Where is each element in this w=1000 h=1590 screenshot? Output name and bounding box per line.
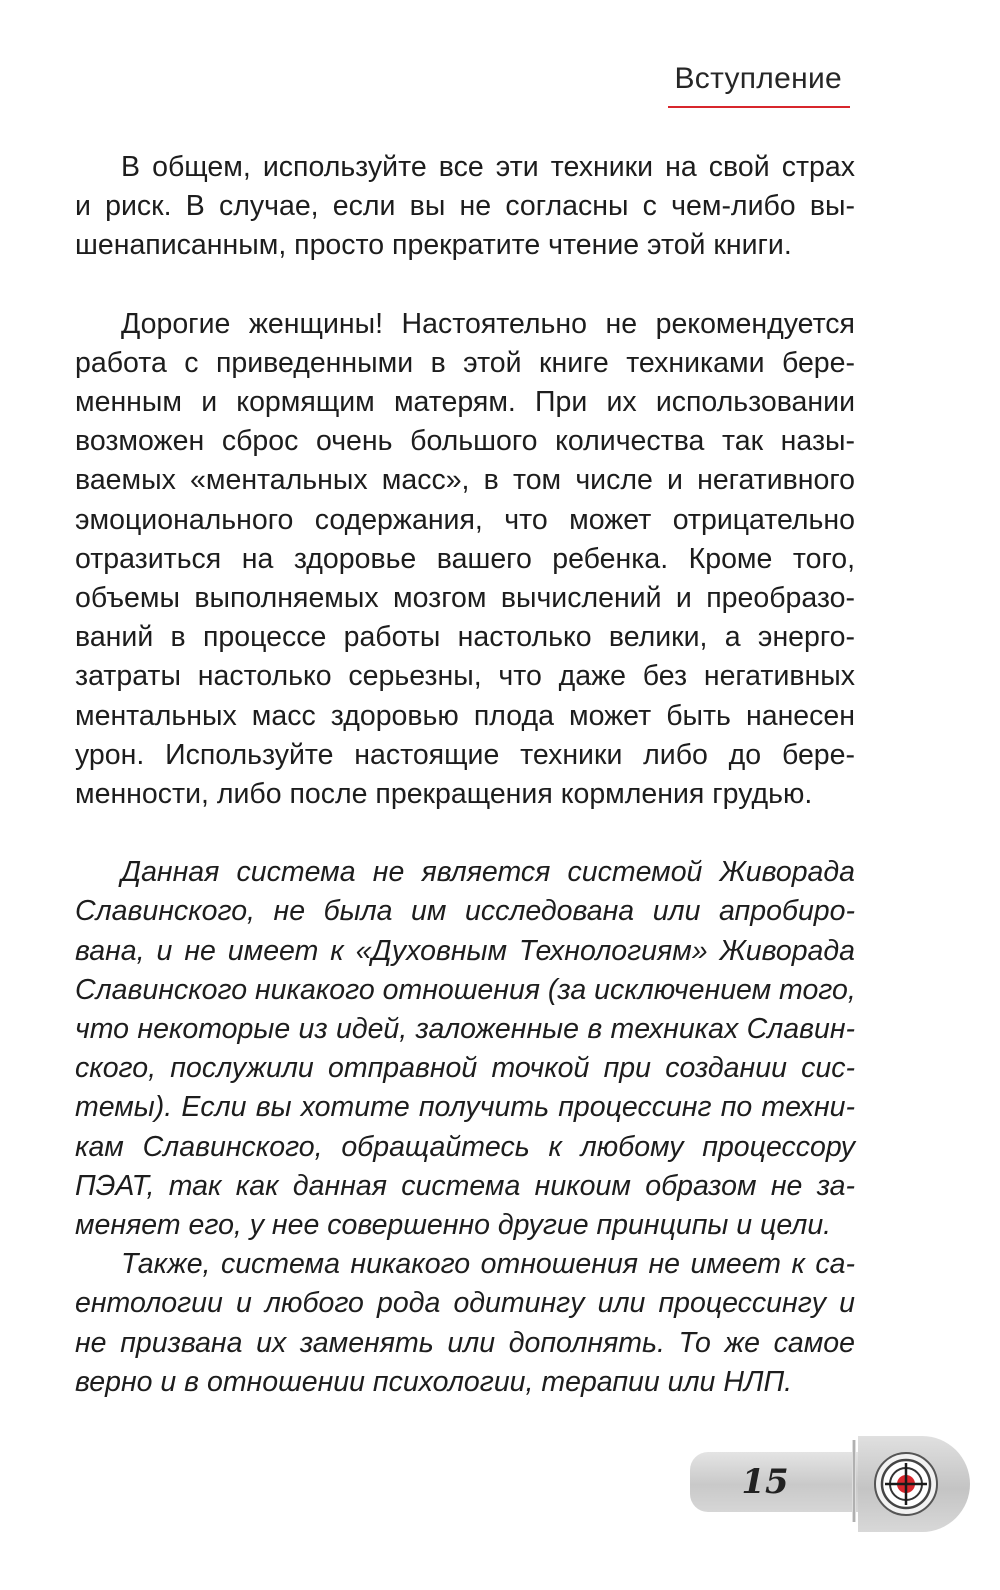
- text-line: ского, послужили отправной точкой при создании сис-: [75, 1052, 855, 1085]
- text-line: объемы выполняемых мозгом вычислений и преобразо-: [75, 582, 855, 615]
- text-line: Также, система никакого отношения не имеет к са-: [121, 1248, 855, 1281]
- text-line: отразиться на здоровье вашего ребенка. Кроме того,: [75, 542, 855, 575]
- target-icon: [873, 1451, 939, 1517]
- text-line: и риск. В случае, если вы не согласны с чем-либо вы-: [75, 190, 855, 223]
- text-line: Славинского никакого отношения (за исключением того,: [75, 973, 856, 1006]
- paragraph-1: [75, 148, 855, 266]
- running-header: [668, 58, 850, 108]
- text-line: шенаписанным, просто прекратите чтение этой книги.: [75, 229, 792, 262]
- section-title: Вступление: [674, 62, 842, 95]
- text-line: работа с приведенными в этой книге техниками бере-: [75, 346, 855, 379]
- text-line: менности, либо после прекращения кормления грудью.: [75, 778, 813, 811]
- text-line: Данная система не является системой Живорада: [121, 856, 855, 889]
- text-line: кам Славинского, обращайтесь к любому процессору: [75, 1130, 855, 1163]
- text-line: ваемых «ментальных масс», в том числе и негативного: [75, 464, 855, 497]
- tab-divider: [852, 1440, 856, 1522]
- paragraph-4-disclaimer: [75, 1245, 855, 1402]
- text-line: не призвана их заменять или дополнять. То же самое: [75, 1326, 855, 1359]
- text-line: В общем, используйте все эти техники на свой страх: [121, 151, 855, 183]
- text-line: верно и в отношении психологии, терапии или НЛП.: [75, 1365, 793, 1398]
- text-line: меняет его, у нее совершенно другие принципы и цели.: [75, 1209, 832, 1242]
- paragraph-3-disclaimer: [75, 853, 855, 1245]
- paragraph-2: [75, 305, 855, 815]
- text-line: Славинского, не была им исследована или апробиро-: [75, 895, 855, 928]
- body-text: [75, 148, 855, 1402]
- text-line: Дорогие женщины! Настоятельно не рекомендуется: [121, 307, 855, 340]
- text-line: ментальных масс здоровью плода может быть нанесен: [75, 699, 855, 732]
- text-line: ПЭАТ, так как данная система никоим образом не за-: [75, 1169, 855, 1202]
- text-line: что некоторые из идей, заложенные в техниках Славин-: [75, 1013, 855, 1046]
- text-line: ваний в процессе работы настолько велики, а энерго-: [75, 621, 855, 654]
- text-line: темы). Если вы хотите получить процессинг по техни-: [75, 1091, 855, 1124]
- page-number: 15: [741, 1462, 789, 1502]
- header-rule: [668, 106, 850, 108]
- text-line: затраты настолько серьезны, что даже без негативных: [75, 660, 855, 693]
- text-line: эмоционального содержания, что может отрицательно: [75, 503, 855, 536]
- text-line: ентологии и любого рода одитингу или процессингу и: [75, 1287, 855, 1320]
- text-line: урон. Используйте настоящие техники либо до бере-: [75, 738, 855, 771]
- text-line: вана, и не имеет к «Духовным Технологиям» Живорада: [75, 934, 855, 967]
- text-line: менным и кормящим матерям. При их использовании: [75, 386, 855, 419]
- text-line: возможен сброс очень большого количества так назы-: [75, 425, 855, 458]
